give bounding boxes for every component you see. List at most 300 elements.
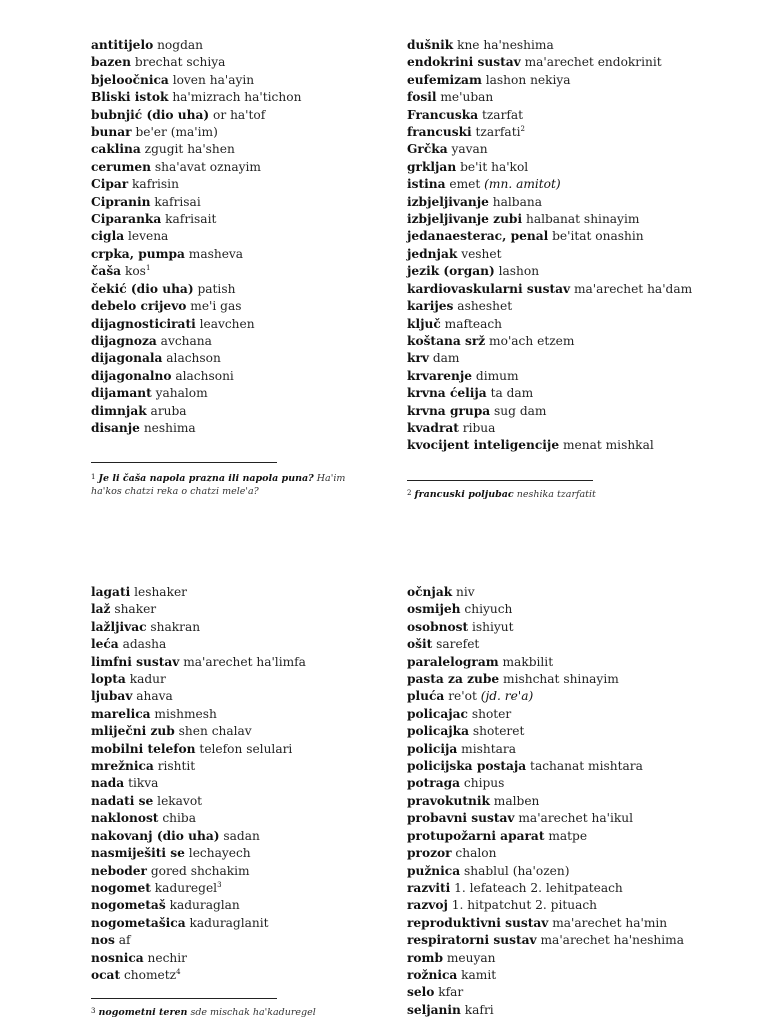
entry-term: policajac	[407, 706, 468, 721]
dictionary-entry	[91, 246, 411, 263]
entry-translation: kaduraglanit	[189, 915, 269, 930]
dictionary-entry	[407, 897, 727, 914]
dictionary-entry	[407, 810, 727, 827]
footnote-number: 3	[91, 1007, 96, 1015]
dictionary-entry	[91, 601, 411, 618]
entry-translation: mishchat shinayim	[503, 672, 619, 687]
entry-term: krvna ćelija	[407, 386, 487, 401]
dictionary-entry	[91, 211, 411, 228]
entry-term: mliječni zub	[91, 724, 175, 739]
dictionary-entry	[407, 880, 727, 897]
entry-term: nos	[91, 933, 115, 948]
entry-term: disanje	[91, 420, 140, 435]
entry-term: reproduktivni sustav	[407, 915, 549, 930]
footnote-rule-left-bottom	[91, 998, 277, 999]
dictionary-entry	[91, 159, 411, 176]
entry-translation: matpe	[548, 828, 588, 843]
footnote-translation: neshika tzarfatit	[516, 489, 596, 500]
dictionary-entry	[91, 828, 411, 845]
entry-term: debelo crijevo	[91, 299, 187, 314]
entry-translation: shablul (ha'ozen)	[464, 863, 570, 878]
entry-term: Cipar	[91, 177, 129, 192]
dictionary-entry	[407, 298, 727, 315]
entry-term: cigla	[91, 229, 125, 244]
entry-term: bazen	[91, 55, 131, 70]
entry-translation: or ha'tof	[213, 107, 266, 122]
entry-translation: ma'arechet ha'neshima	[540, 933, 684, 948]
dictionary-entry	[407, 654, 727, 671]
entry-term: paralelogram	[407, 654, 499, 669]
dictionary-entry	[407, 281, 727, 298]
entry-term: dijagonala	[91, 351, 163, 366]
entry-translation: re'ot	[448, 689, 477, 704]
entry-translation: kafrisait	[165, 212, 217, 227]
dictionary-entry	[91, 350, 411, 367]
dictionary-entry	[91, 228, 411, 245]
entry-term: policija	[407, 741, 458, 756]
dictionary-entry	[407, 793, 727, 810]
dictionary-entry	[407, 124, 727, 141]
entry-term: ključ	[407, 316, 441, 331]
entry-translation: ma'arechet ha'ikul	[518, 811, 634, 826]
entry-translation: 1. lefateach 2. lehitpateach	[454, 880, 623, 895]
dictionary-entry	[407, 72, 727, 89]
dictionary-entry	[407, 350, 727, 367]
entry-term: nosnica	[91, 950, 144, 965]
entry-term: seljanin	[407, 1002, 461, 1017]
dictionary-entry	[91, 775, 411, 792]
dictionary-entry	[407, 246, 727, 263]
entry-translation: ma'arechet ha'limfa	[183, 654, 306, 669]
entry-translation: sha'avat oznayim	[154, 159, 261, 174]
entry-term: pasta za zube	[407, 672, 500, 687]
dictionary-entry	[407, 723, 727, 740]
entry-translation: leshaker	[134, 585, 187, 599]
entry-translation: zgugit ha'shen	[144, 142, 235, 157]
entry-term: endokrini sustav	[407, 55, 521, 70]
entry-translation: me'uban	[440, 90, 494, 105]
entry-term: laž	[91, 602, 111, 617]
dictionary-entry	[407, 845, 727, 862]
dictionary-entry	[407, 950, 727, 967]
entry-term: nasmiješiti se	[91, 846, 185, 861]
entry-term: razviti	[407, 880, 451, 895]
entry-term: mrežnica	[91, 759, 154, 774]
entry-translation: ha'mizrach ha'tichon	[172, 90, 302, 105]
dictionary-entry	[407, 601, 727, 618]
entry-note: (jd. re'a)	[480, 689, 534, 704]
entry-translation: meuyan	[446, 950, 496, 965]
entry-term: caklina	[91, 142, 141, 157]
entry-term: crpka, pumpa	[91, 246, 185, 261]
entry-term: antitijelo	[91, 38, 154, 52]
dictionary-entry	[91, 403, 411, 420]
dictionary-entry	[91, 741, 411, 758]
entry-translation: kaduregel	[154, 880, 218, 895]
dictionary-entry	[407, 54, 727, 71]
entry-translation: ma'arechet ha'dam	[573, 281, 693, 296]
entry-term: dijagonalno	[91, 368, 172, 383]
entry-translation: alachsoni	[175, 368, 234, 383]
dictionary-entry	[407, 420, 727, 437]
dictionary-entry	[91, 967, 411, 984]
entry-term: krvarenje	[407, 368, 473, 383]
dictionary-entry	[407, 688, 727, 705]
dictionary-entry	[407, 437, 727, 454]
dictionary-entry	[407, 263, 727, 280]
entry-translation: me'i gas	[190, 299, 242, 314]
entry-translation: 1. hitpatchut 2. pituach	[451, 898, 598, 913]
entry-translation: veshet	[461, 246, 502, 261]
dictionary-entry	[91, 636, 411, 653]
entry-term: očnjak	[407, 585, 453, 599]
entry-translation: niv	[456, 585, 475, 599]
entry-term: pluća	[407, 689, 445, 704]
entry-term: Bliski istok	[91, 90, 169, 105]
dictionary-entry	[91, 263, 411, 280]
entry-term: lopta	[91, 672, 126, 687]
entry-note: (mn. amitot)	[484, 177, 561, 192]
entry-translation: lashon nekiya	[485, 72, 571, 87]
entry-translation: menat mishkal	[562, 438, 654, 453]
entry-translation: tzarfati	[475, 125, 521, 140]
entry-term: policijska postaja	[407, 759, 527, 774]
entry-term: dijamant	[91, 386, 152, 401]
entry-translation: malben	[493, 793, 540, 808]
entry-translation: emet	[449, 177, 481, 192]
dictionary-entry	[407, 741, 727, 758]
footnote-1	[91, 472, 361, 498]
entry-term: eufemizam	[407, 72, 482, 87]
dictionary-entry	[91, 688, 411, 705]
footnote-rule-left-top	[91, 462, 277, 463]
footnote-marker: 2	[520, 125, 525, 134]
footnote-number: 2	[407, 489, 412, 497]
entry-translation: kne ha'neshima	[457, 38, 554, 52]
entry-translation: neshima	[143, 420, 196, 435]
footnote-marker: 1	[145, 264, 151, 273]
dictionary-entry	[91, 793, 411, 810]
entry-term: neboder	[91, 863, 147, 878]
dictionary-entry	[407, 775, 727, 792]
entry-term: dimnjak	[91, 403, 147, 418]
dictionary-entry	[407, 333, 727, 350]
dictionary-entry	[407, 385, 727, 402]
entry-translation: kos	[124, 264, 146, 279]
entry-translation: patish	[197, 281, 236, 296]
entry-translation: asheshet	[457, 299, 513, 314]
entry-term: kardiovaskularni sustav	[407, 281, 571, 296]
entry-term: jedanaesterac, penal	[407, 229, 549, 244]
footnote-rule-right-top	[407, 480, 593, 481]
dictionary-entry	[91, 863, 411, 880]
dictionary-entry	[407, 159, 727, 176]
entry-translation: ahava	[136, 689, 173, 704]
entry-translation: loven ha'ayin	[172, 72, 255, 87]
entry-term: policajka	[407, 724, 469, 739]
dictionary-entry	[91, 281, 411, 298]
entry-term: bubnjić (dio uha)	[91, 107, 210, 122]
entry-term: kvadrat	[407, 420, 459, 435]
entry-term: lažljivac	[91, 619, 147, 634]
entry-translation: dam	[432, 351, 460, 366]
entry-translation: kadur	[129, 672, 166, 687]
dictionary-entry	[407, 228, 727, 245]
dictionary-entry	[407, 211, 727, 228]
footnote-3	[91, 1006, 361, 1019]
column-left-bottom	[91, 584, 411, 984]
entry-translation: nogdan	[157, 38, 203, 52]
footnote-2	[407, 488, 677, 501]
dictionary-entry	[91, 420, 411, 437]
entry-translation: ma'arechet endokrinit	[524, 55, 662, 70]
dictionary-entry	[407, 932, 727, 949]
dictionary-entry	[407, 368, 727, 385]
column-right-top	[407, 37, 727, 455]
dictionary-entry	[407, 1002, 727, 1019]
entry-term: nogomet	[91, 880, 151, 895]
entry-translation: halbanat shinayim	[525, 212, 640, 227]
entry-translation: yahalom	[155, 386, 208, 401]
column-right-bottom	[407, 584, 727, 1019]
entry-translation: tzarfat	[481, 107, 524, 122]
dictionary-entry	[407, 706, 727, 723]
entry-term: cerumen	[91, 159, 151, 174]
entry-term: dijagnoza	[91, 333, 157, 348]
dictionary-entry	[91, 723, 411, 740]
entry-term: čekić (dio uha)	[91, 281, 194, 296]
dictionary-entry	[91, 194, 411, 211]
entry-term: prozor	[407, 846, 452, 861]
entry-translation: lekavot	[157, 793, 203, 808]
dictionary-entry	[407, 176, 727, 193]
entry-translation: shaker	[114, 602, 157, 617]
entry-translation: lechayech	[188, 846, 251, 861]
dictionary-entry	[407, 194, 727, 211]
entry-term: kvocijent inteligencije	[407, 438, 560, 453]
dictionary-entry	[91, 706, 411, 723]
entry-term: probavni sustav	[407, 811, 515, 826]
entry-term: mobilni telefon	[91, 741, 196, 756]
entry-translation: avchana	[160, 333, 212, 348]
entry-translation: be'itat onashin	[552, 229, 644, 244]
entry-translation: kafri	[464, 1002, 494, 1017]
footnote-term: Je li čaša napola prazna ili napola puna?	[98, 473, 314, 484]
entry-translation: kamit	[461, 967, 497, 982]
entry-translation: shakran	[150, 619, 201, 634]
entry-term: marelica	[91, 706, 151, 721]
entry-translation: telefon selulari	[199, 741, 293, 756]
footnote-translation: sde mischak ha'kaduregel	[190, 1007, 316, 1018]
entry-translation: rishtit	[157, 759, 196, 774]
entry-term: Grčka	[407, 142, 448, 157]
entry-translation: be'it ha'kol	[460, 159, 529, 174]
dictionary-entry	[407, 141, 727, 158]
entry-term: romb	[407, 950, 443, 965]
dictionary-entry	[407, 984, 727, 1001]
entry-translation: levena	[127, 229, 169, 244]
entry-term: lagati	[91, 585, 131, 599]
entry-term: selo	[407, 985, 435, 1000]
footnote-marker: 3	[217, 880, 222, 889]
entry-term: limfni sustav	[91, 654, 180, 669]
dictionary-entry	[407, 316, 727, 333]
entry-term: grkljan	[407, 159, 457, 174]
dictionary-entry	[407, 671, 727, 688]
dictionary-entry	[91, 897, 411, 914]
dictionary-entry	[407, 619, 727, 636]
dictionary-entry	[407, 37, 727, 54]
entry-translation: adasha	[122, 637, 167, 652]
entry-translation: sug dam	[494, 403, 547, 418]
dictionary-entry	[91, 333, 411, 350]
entry-term: Cipranin	[91, 194, 151, 209]
entry-term: leća	[91, 637, 119, 652]
entry-translation: halbana	[492, 194, 542, 209]
dictionary-entry	[407, 636, 727, 653]
dictionary-entry	[91, 107, 411, 124]
entry-term: ošit	[407, 637, 433, 652]
entry-term: čaša	[91, 264, 122, 279]
entry-term: pravokutnik	[407, 793, 490, 808]
entry-term: nogometašica	[91, 915, 186, 930]
entry-term: jezik (organ)	[407, 264, 495, 279]
entry-translation: tachanat mishtara	[530, 759, 643, 774]
entry-term: izbjeljivanje	[407, 194, 489, 209]
dictionary-entry	[91, 316, 411, 333]
entry-translation: brechat schiya	[134, 55, 226, 70]
dictionary-entry	[407, 863, 727, 880]
entry-term: izbjeljivanje zubi	[407, 212, 523, 227]
entry-term: razvoj	[407, 898, 448, 913]
entry-translation: alachson	[166, 351, 221, 366]
entry-translation: ta dam	[490, 386, 534, 401]
entry-term: osobnost	[407, 619, 469, 634]
entry-term: protupožarni aparat	[407, 828, 545, 843]
entry-translation: lashon	[498, 264, 540, 279]
dictionary-entry	[91, 915, 411, 932]
entry-translation: shen chalav	[178, 724, 252, 739]
dictionary-entry	[91, 176, 411, 193]
dictionary-entry	[407, 828, 727, 845]
entry-term: nogometaš	[91, 898, 166, 913]
dictionary-entry	[407, 403, 727, 420]
entry-term: francuski	[407, 125, 472, 140]
entry-translation: masheva	[188, 246, 244, 261]
dictionary-entry	[91, 124, 411, 141]
entry-translation: kaduraglan	[169, 898, 240, 913]
entry-translation: kafrisin	[132, 177, 179, 192]
entry-term: ocat	[91, 967, 121, 982]
entry-term: nakovanj (dio uha)	[91, 828, 220, 843]
entry-term: istina	[407, 177, 446, 192]
dictionary-entry	[91, 671, 411, 688]
dictionary-entry	[91, 37, 411, 54]
entry-term: karijes	[407, 299, 454, 314]
entry-term: osmijeh	[407, 602, 461, 617]
entry-term: dušnik	[407, 38, 454, 52]
dictionary-entry	[407, 584, 727, 601]
dictionary-entry	[91, 72, 411, 89]
entry-translation: ribua	[462, 420, 496, 435]
footnote-term: nogometni teren	[98, 1007, 188, 1018]
entry-translation: ma'arechet ha'min	[552, 915, 668, 930]
entry-translation: tikva	[128, 776, 159, 791]
entry-term: nada	[91, 776, 125, 791]
entry-translation: shoter	[471, 706, 512, 721]
entry-translation: yavan	[451, 142, 488, 157]
entry-term: potraga	[407, 776, 461, 791]
footnote-marker: 4	[176, 967, 181, 976]
dictionary-entry	[91, 89, 411, 106]
entry-term: Francuska	[407, 107, 479, 122]
dictionary-entry	[407, 758, 727, 775]
dictionary-entry	[91, 385, 411, 402]
entry-translation: mishmesh	[154, 706, 217, 721]
entry-translation: ishiyut	[472, 619, 514, 634]
dictionary-entry	[91, 932, 411, 949]
entry-translation: chipus	[463, 776, 505, 791]
dictionary-entry	[91, 654, 411, 671]
footnote-translation: Ha'im ha'kos chatzi reka o chatzi mele'a?	[91, 473, 346, 497]
entry-term: dijagnosticirati	[91, 316, 196, 331]
entry-term: nadati se	[91, 793, 154, 808]
entry-translation: gored shchakim	[150, 863, 250, 878]
entry-translation: shoteret	[472, 724, 525, 739]
dictionary-entry	[91, 880, 411, 897]
entry-translation: makbilit	[502, 654, 554, 669]
entry-term: fosil	[407, 90, 437, 105]
entry-term: pužnica	[407, 863, 461, 878]
entry-translation: chometz	[123, 967, 177, 982]
footnote-number: 1	[91, 473, 96, 481]
entry-term: respiratorni sustav	[407, 933, 537, 948]
entry-term: naklonost	[91, 811, 159, 826]
entry-translation: be'er (ma'im)	[135, 125, 218, 140]
entry-term: bjeloočnica	[91, 72, 169, 87]
dictionary-entry	[91, 368, 411, 385]
dictionary-entry	[91, 619, 411, 636]
entry-term: krvna grupa	[407, 403, 491, 418]
dictionary-entry	[91, 584, 411, 601]
entry-translation: nechir	[147, 950, 188, 965]
entry-translation: chalon	[455, 846, 497, 861]
entry-translation: kfar	[438, 985, 464, 1000]
dictionary-entry	[91, 845, 411, 862]
dictionary-entry	[91, 141, 411, 158]
dictionary-entry	[407, 915, 727, 932]
dictionary-entry	[407, 107, 727, 124]
entry-translation: mafteach	[444, 316, 503, 331]
entry-term: krv	[407, 351, 429, 366]
entry-translation: aruba	[150, 403, 187, 418]
entry-translation: chiba	[162, 811, 196, 826]
entry-translation: mishtara	[461, 741, 516, 756]
dictionary-entry	[91, 810, 411, 827]
dictionary-entry	[91, 950, 411, 967]
entry-term: ljubav	[91, 689, 133, 704]
entry-translation: kafrisai	[154, 194, 201, 209]
entry-term: bunar	[91, 125, 132, 140]
footnote-term: francuski poljubac	[414, 489, 514, 500]
entry-term: jednjak	[407, 246, 458, 261]
entry-translation: mo'ach etzem	[489, 333, 575, 348]
entry-translation: dimum	[475, 368, 519, 383]
entry-translation: sarefet	[436, 637, 480, 652]
dictionary-entry	[91, 298, 411, 315]
entry-term: koštana srž	[407, 333, 486, 348]
dictionary-entry	[407, 89, 727, 106]
